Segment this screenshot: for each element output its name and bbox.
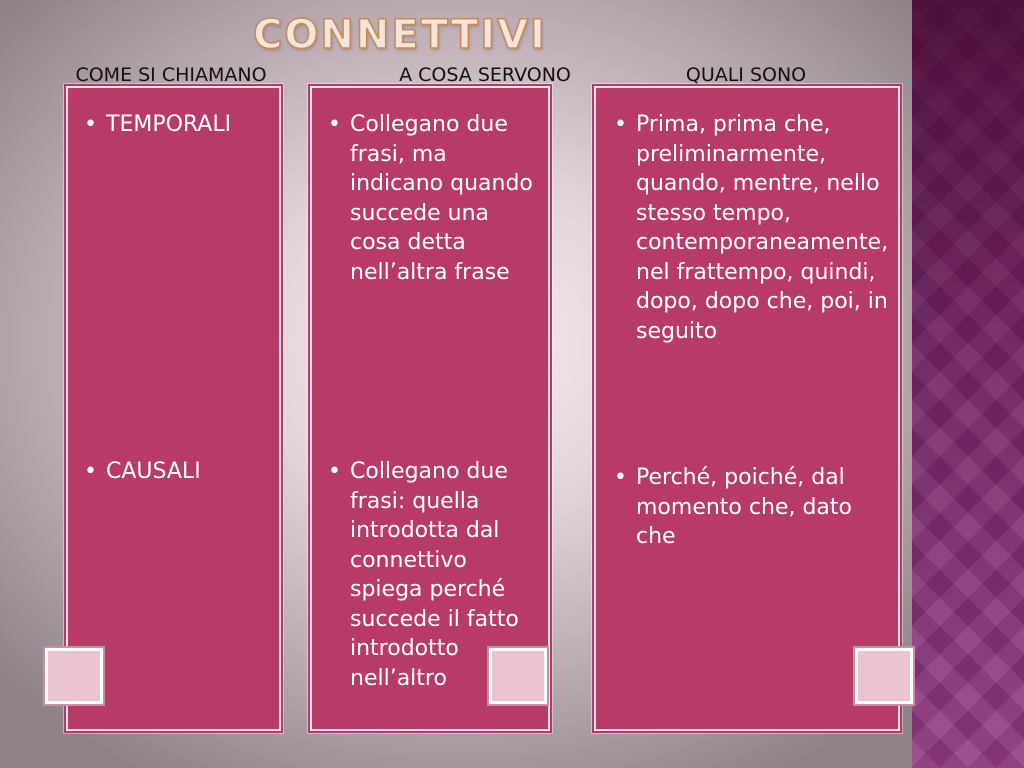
panel-names[interactable] (66, 86, 281, 731)
bullet-dot: • (328, 112, 341, 137)
bullet-dot: • (84, 459, 97, 484)
bullet-text: Collegano due frasi, ma indicano quando succede una cosa detta nell’altra frase (350, 112, 533, 285)
bullet-causal-examples (614, 463, 890, 552)
header-come-si-chiamano: COME SI CHIAMANO (75, 64, 267, 86)
bullet-dot: • (614, 465, 627, 490)
header-a-cosa-servono: A COSA SERVONO (399, 64, 571, 86)
resize-handle-middle[interactable] (489, 648, 547, 704)
bullet-text: CAUSALI (106, 459, 201, 484)
bullet-text: Prima, prima che, preliminarmente, quando, mentre, nello stesso tempo, contemporaneamente, nel frattempo, quindi, dopo, dopo che, poi, in seguito (636, 112, 889, 344)
header-quali-sono: QUALI SONO (685, 64, 807, 86)
bullet-temporali (84, 110, 274, 140)
bullet-text: Collegano due frasi: quella introdotta dal connettivo spiega perché succede il fatto introdotto nell’altro (350, 459, 519, 691)
bullet-dot: • (614, 112, 627, 137)
bullet-temporal-examples (614, 110, 890, 346)
resize-handle-left[interactable] (45, 648, 103, 704)
decorative-side-strip (912, 0, 1024, 768)
bullet-text: TEMPORALI (106, 112, 232, 137)
bullet-causali (84, 457, 274, 487)
slide-title: CONNETTIVI (253, 12, 547, 58)
bullet-dot: • (84, 112, 97, 137)
bullet-text: Perché, poiché, dal momento che, dato che (636, 465, 852, 549)
bullet-dot: • (328, 459, 341, 484)
resize-handle-right[interactable] (855, 648, 913, 704)
bullet-temporal-purpose (328, 110, 538, 287)
